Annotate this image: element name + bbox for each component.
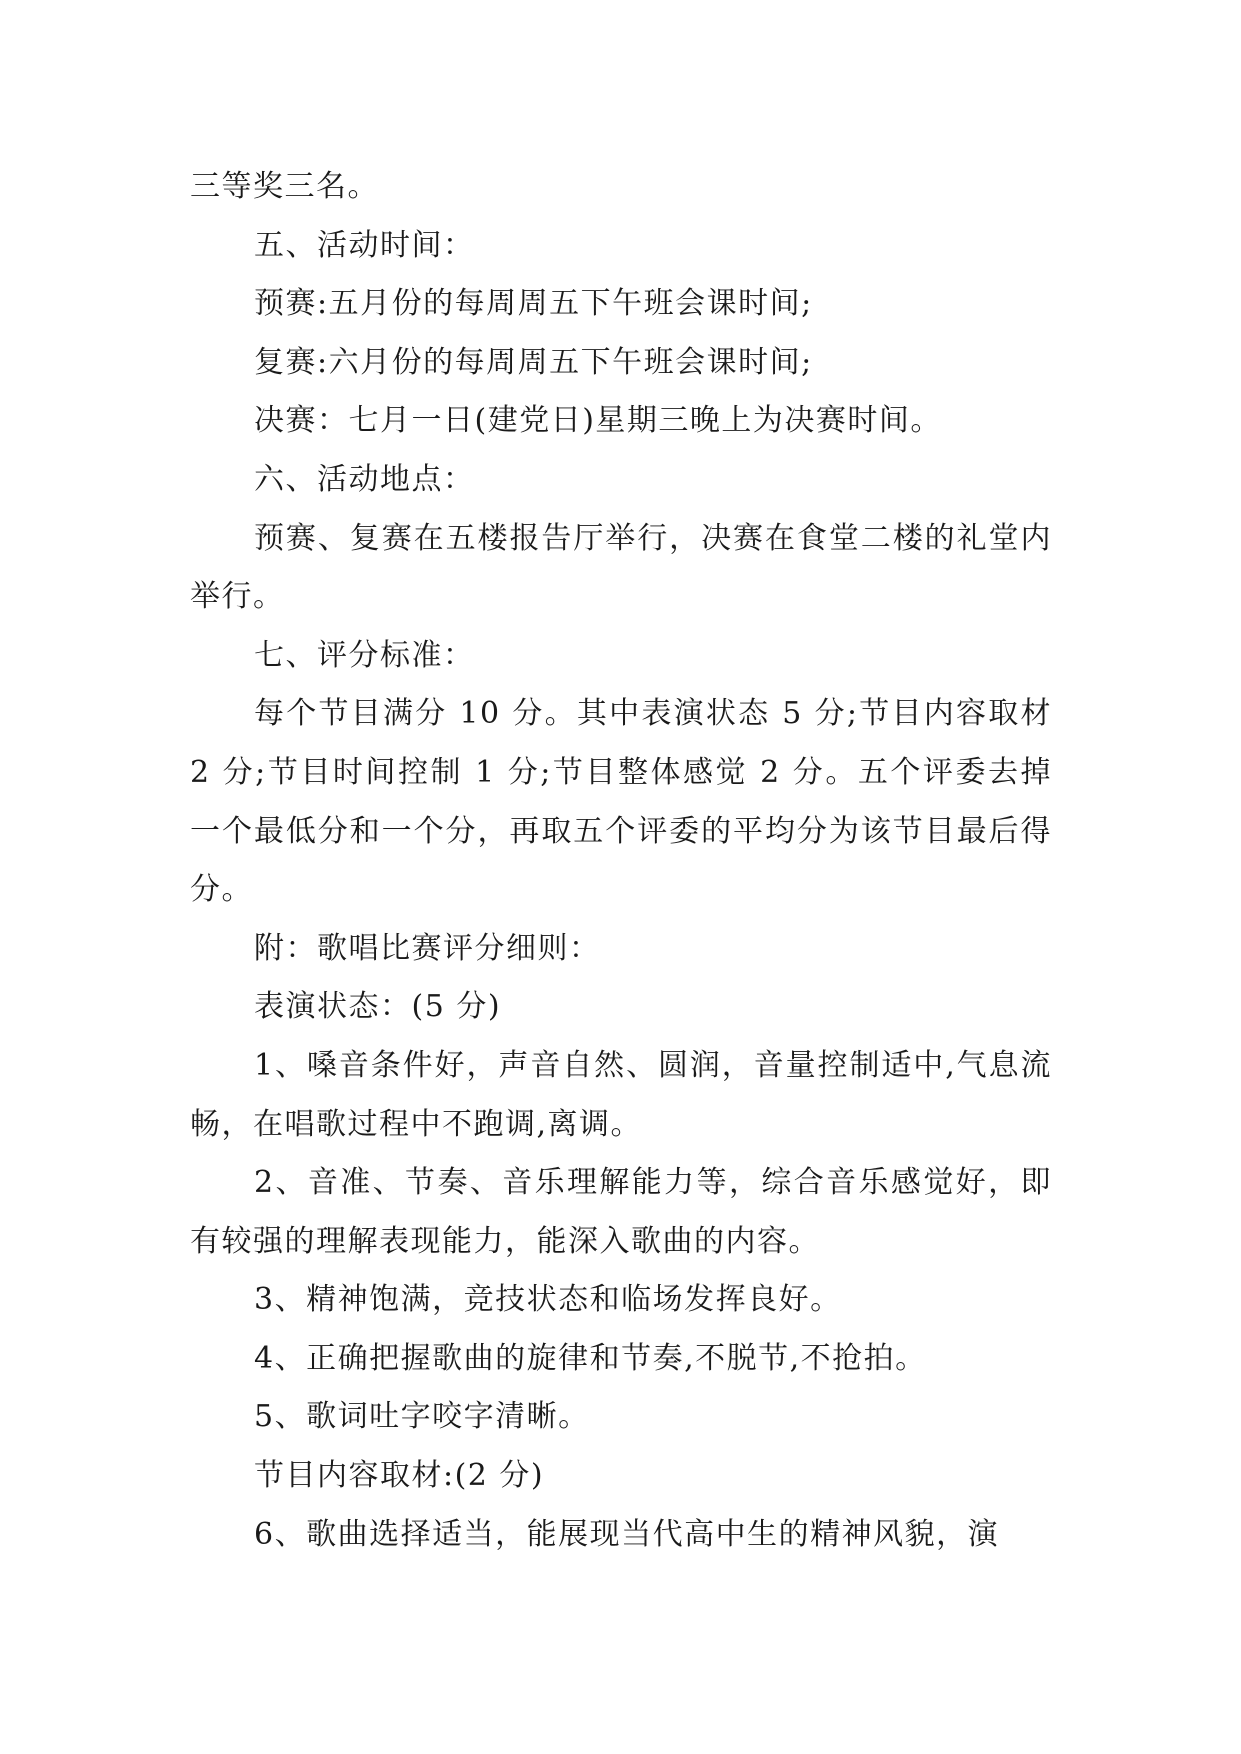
paragraph-location: 预赛、复赛在五楼报告厅举行，决赛在食堂二楼的礼堂内举行。 — [190, 520, 1052, 615]
paragraph-third-prize: 三等奖三名。 — [190, 169, 379, 204]
heading-activity-location: 六、活动地点： — [254, 461, 475, 497]
list-item-3: 3、精神饱满，竞技状态和临场发挥良好。 — [254, 1282, 842, 1318]
paragraph-preliminary-time: 预赛:五月份的每周周五下午班会课时间; — [254, 286, 813, 322]
heading-scoring-rules: 附：歌唱比赛评分细则： — [254, 930, 601, 966]
heading-program-content: 节目内容取材:(2 分) — [254, 1458, 545, 1494]
list-item-1: 1、嗓音条件好，声音自然、圆润，音量控制适中,气息流畅，在唱歌过程中不跑调,离调。 — [190, 1047, 1052, 1142]
list-item-2: 2、音准、节奏、音乐理解能力等，综合音乐感觉好，即有较强的理解表现能力，能深入歌曲的内容。 — [190, 1165, 1052, 1259]
paragraph-scoring-detail: 每个节目满分 10 分。其中表演状态 5 分;节目内容取材 2 分;节目时间控制 1 分;节目整体感觉 2 分。五个评委去掉一个最低分和一个分，再取五个评委的平均分为该节目最后得分。 — [190, 696, 1052, 908]
heading-performance-state: 表演状态：(5 分) — [254, 989, 502, 1025]
heading-scoring-standard: 七、评分标准： — [254, 637, 475, 673]
list-item-5: 5、歌词吐字咬字清晰。 — [254, 1399, 590, 1435]
document-body — [190, 158, 1052, 1564]
heading-activity-time: 五、活动时间： — [254, 227, 475, 263]
list-item-6: 6、歌曲选择适当，能展现当代高中生的精神风貌，演 — [254, 1516, 1000, 1552]
list-item-4: 4、正确把握歌曲的旋律和节奏,不脱节,不抢拍。 — [254, 1340, 927, 1376]
paragraph-semifinal-time: 复赛:六月份的每周周五下午班会课时间; — [254, 344, 813, 380]
paragraph-final-time: 决赛：七月一日(建党日)星期三晚上为决赛时间。 — [254, 403, 942, 439]
